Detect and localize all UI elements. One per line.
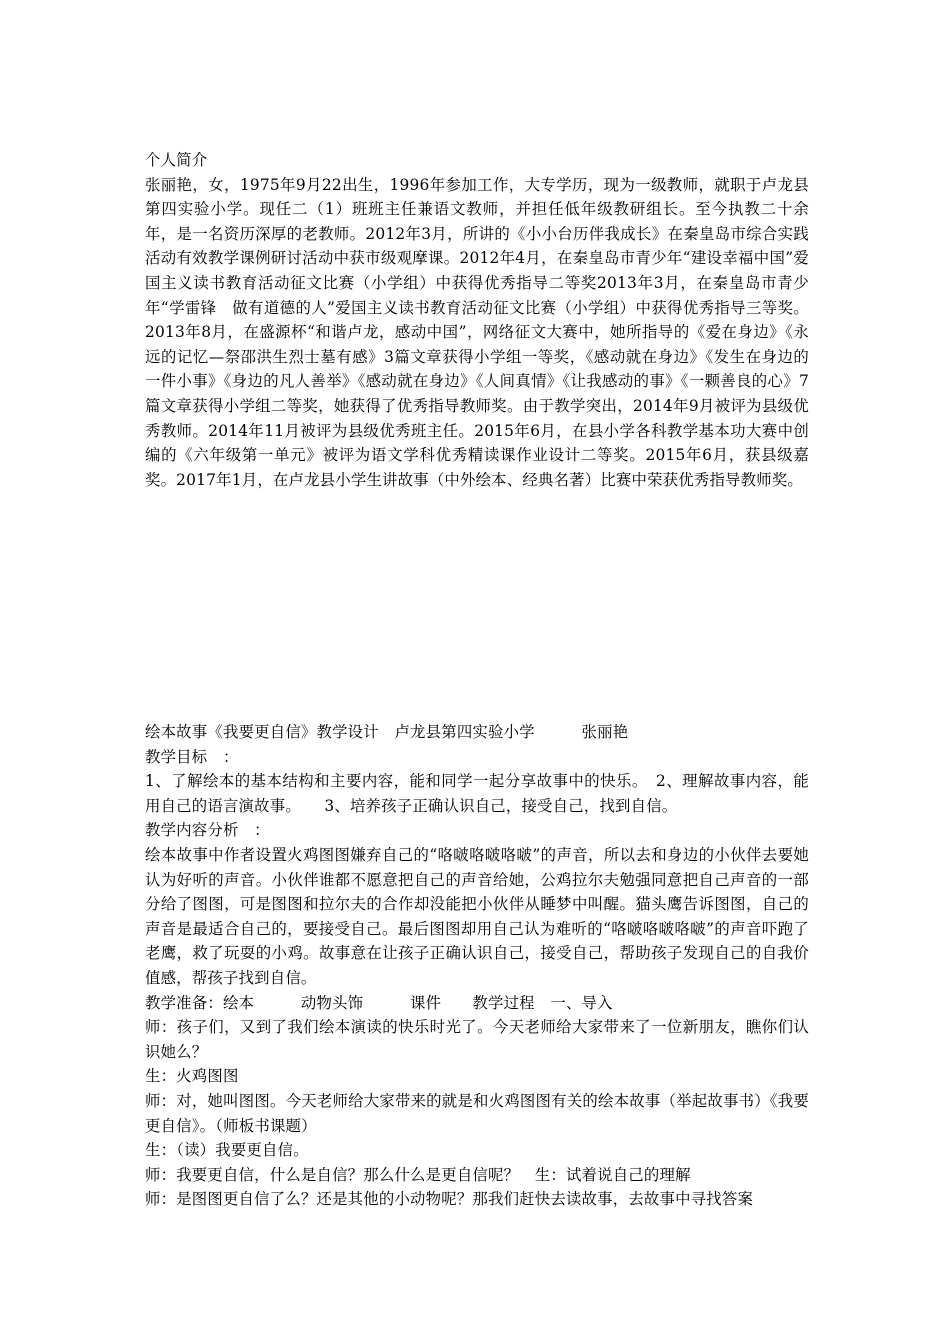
analysis-label: 教学内容分析 ： xyxy=(145,821,270,840)
prep-line: 教学准备：绘本 动物头饰 课件 教学过程 一、导入 xyxy=(145,993,613,1012)
dialogue-line: 生：火鸡图图 xyxy=(145,1067,239,1086)
profile-heading: 个人简介 xyxy=(145,151,208,169)
dialogue-line: 生：（读）我要更自信。 xyxy=(145,1141,309,1160)
dialogue-line: 师：孩子们，又到了我们绘本演读的快乐时光了。今天老师给大家带来了一位新朋友，瞧你们认识她么？ xyxy=(145,1018,809,1061)
profile-body: 张丽艳，女，1975年9月22出生，1996年参加工作，大专学历，现为一级教师，就职于卢龙县第四实验小学。现任二（1）班班主任兼语文教师，并担任低年级教研组长。至今执教二十余年，是一名资历深厚的老教师。2012年3月，所讲的《小小台历伴我成长》在秦皇岛市综合实践活动有效教学课例研讨活动中获市级观摩课。2012年4月，在秦皇岛市青少年“建设幸福中国”爱国主义读书教育活动征文比赛（小学组）中获得优秀指导二等奖2013年3月，在秦皇岛市青少年“学雷锋 做有道德的人”爱国主义读书教育活动征文比赛（小学组）中获得优秀指导三等奖。2013年8月，在盛源杯“和谐卢龙，感动中国”，网络征文大赛中，她所指导的《爱在身边》《永远的记忆—祭邵洪生烈士墓有感》3篇文章获得小学组一等奖，《感动就在身边》《发生在身边的一件小事》《身边的凡人善举》《感动就在身边》《人间真情》《让我感动的事》《一颗善良的心》7篇文章获得小学组二等奖，她获得了优秀指导教师奖。由于教学突出，2014年9月被评为县级优秀教师。2014年11月被评为县级优秀班主任。2015年6月，在县小学各科教学基本功大赛中创编的《六年级第一单元》被评为语文学科优秀精读课作业设计二等奖。2015年6月，获县级嘉奖。2017年1月，在卢龙县小学生讲故事（中外绘本、经典名著）比赛中荣获优秀指导教师奖。 xyxy=(145,175,809,489)
dialogue-line: 师：我要更自信，什么是自信？那么什么是更自信呢？ 生：试着说自己的理解 xyxy=(145,1165,691,1184)
lesson-plan-section xyxy=(145,720,809,1212)
dialogue-line: 师：对，她叫图图。今天老师给大家带来的就是和火鸡图图有关的绘本故事（举起故事书）《我要更自信》。（师板书课题） xyxy=(145,1091,809,1135)
analysis-text: 绘本故事中作者设置火鸡图图嫌弃自己的“咯啵咯啵咯啵”的声音，所以去和身边的小伙伴去要她认为好听的声音。小伙伴谁都不愿意把自己的声音给她，公鸡拉尔夫勉强同意把自己声音的一部分给了图图，可是图图和拉尔夫的合作却没能把小伙伴从睡梦中叫醒。猫头鹰告诉图图，自己的声音是最适合自己的，要接受自己。最后图图却用自己认为难听的“咯啵咯啵咯啵”的声音吓跑了老鹰，救了玩耍的小鸡。故事意在让孩子正确认识自己，接受自己，帮助孩子发现自己的自我价值感，帮孩子找到自信。 xyxy=(145,845,809,987)
lesson-title-line: 绘本故事《我要更自信》教学设计 卢龙县第四实验小学 张丽艳 xyxy=(145,723,629,741)
goals-label: 教学目标 ： xyxy=(145,747,239,766)
profile-section xyxy=(145,148,809,492)
goals-text: 1、了解绘本的基本结构和主要内容，能和同学一起分享故事中的快乐。 2、理解故事内容，能用自己的语言演故事。 3、培养孩子正确认识自己，接受自己，找到自信。 xyxy=(145,772,809,815)
dialogue-line: 师：是图图更自信了么？还是其他的小动物呢？那我们赶快去读故事，去故事中寻找答案 xyxy=(145,1190,754,1209)
